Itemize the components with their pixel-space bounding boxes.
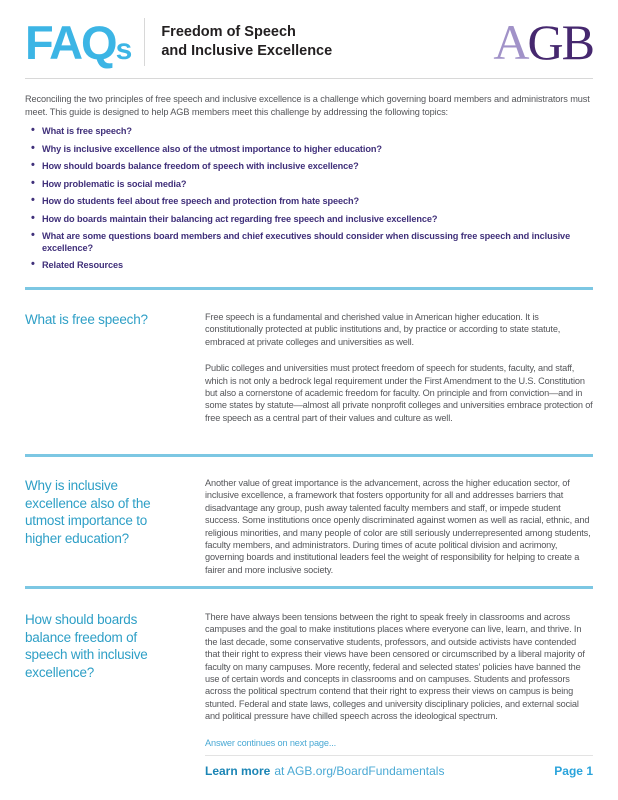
topic-item-inclusive-excellence: • Why is inclusive excellence also of the utmost importance to higher education? [25, 144, 593, 156]
topic-item-related-resources: • Related Resources [25, 260, 593, 272]
footer [205, 755, 593, 778]
section-answer [205, 311, 593, 424]
faqs-logo [25, 15, 131, 69]
section-answer [205, 477, 593, 576]
answer-paragraph: Public colleges and universities must protect freedom of speech for students, faculty, and staff, which is not only a bedrock legal requirement under the First Amendment to the U.S. Constitution but also a cornerstone of academic freedom for faculty. On principle and from conviction—and in some states by statute—almost all private nonprofit colleges and universities embrace protection of free speech as a central part of their values and culture as well. [205, 363, 593, 423]
topic-item-questions-to-consider: • What are some questions board members and chief executives should consider when discussing free speech and inclusive excellence? [25, 231, 593, 254]
topic-item-social-media: • How problematic is social media? [25, 179, 593, 191]
learn-more [205, 764, 444, 778]
topic-item-what-is-free-speech: • What is free speech? [25, 126, 593, 138]
section-heading: How should boards balance freedom of speech with inclusive excellence? [25, 612, 148, 680]
topic-item-boards-balance: • How should boards balance freedom of speech with inclusive excellence? [25, 161, 593, 173]
intro-paragraph: Reconciling the two principles of free speech and inclusive excellence is a challenge which governing board members and administrators must meet. This guide is designed to help AGB members meet this challenge by addressing the following topics: [25, 94, 590, 117]
document-title-line1: Freedom of Speech [161, 24, 296, 40]
page-number: Page 1 [554, 764, 593, 778]
document-title [161, 23, 332, 61]
answer-paragraph: There have always been tensions between the right to speak freely in classrooms and across campuses and the goal to make institutions places where everyone can live, learn, and thrive. In the last decade, some conservative students, professors, and outside activists have contended that their right to express their views have been censored or circumscribed by a liberal majority of faculty on many campuses. More recently, federal and selected states’ policies have banned the use of certain words and concepts in classrooms and on campuses. Students and professors across the political spectrum contend that their right to express their views on campus is being stunted. Federal and state laws, colleges and university disciplinary policies, and external social and political pressure have chilled speech across the ideological spectrum. [205, 612, 585, 722]
header-vertical-divider [144, 18, 145, 66]
learn-more-label: Learn more [205, 764, 271, 778]
topic-item-balancing-act: • How do boards maintain their balancing act regarding free speech and inclusive excellence? [25, 214, 593, 226]
topics-list [25, 126, 593, 278]
section-heading: What is free speech? [25, 312, 148, 327]
agb-logo-gb: GB [527, 14, 593, 70]
section-divider [25, 586, 593, 589]
section-inclusive-excellence [25, 477, 593, 576]
section-divider [25, 287, 593, 290]
answer-paragraph: Free speech is a fundamental and cherished value in American higher education. It is constitutionally protected at public institutions and, by practice or according to state statute, embraced at private colleges and universities as well. [205, 312, 561, 347]
continuation-note: Answer continues on next page... [205, 737, 337, 748]
agb-logo-a: A [493, 14, 528, 70]
section-divider [25, 454, 593, 457]
section-answer [205, 611, 593, 749]
footer-link[interactable]: at AGB.org/BoardFundamentals [274, 764, 445, 778]
agb-logo [493, 14, 593, 70]
faqs-logo-text: FAQ [25, 15, 116, 69]
topic-item-students-feel: • How do students feel about free speech and protection from hate speech? [25, 196, 593, 208]
section-heading: Why is inclusive excellence also of the utmost importance to higher education? [25, 478, 151, 546]
header [25, 0, 593, 79]
section-what-is-free-speech [25, 311, 593, 424]
section-boards-balance [25, 611, 593, 749]
answer-paragraph: Another value of great importance is the advancement, across the higher education sector, of inclusive excellence, a framework that fosters opportunity for all and addresses barriers that disadvantage any group, push away talented faculty members and staff, or impede student success. Some institutions once openly discriminated against women as well as racial, ethnic, and religious minorities, and many people of color are still seriously underrepresented among students, faculty members, and administrators. During times of acute political division and acrimony, governing boards and institutional leaders feel the weight of responsibility for helping to create a fairer and more inclusive society. [205, 478, 591, 575]
faqs-logo-s: s [115, 32, 131, 66]
document-title-line2: and Inclusive Excellence [161, 43, 333, 59]
